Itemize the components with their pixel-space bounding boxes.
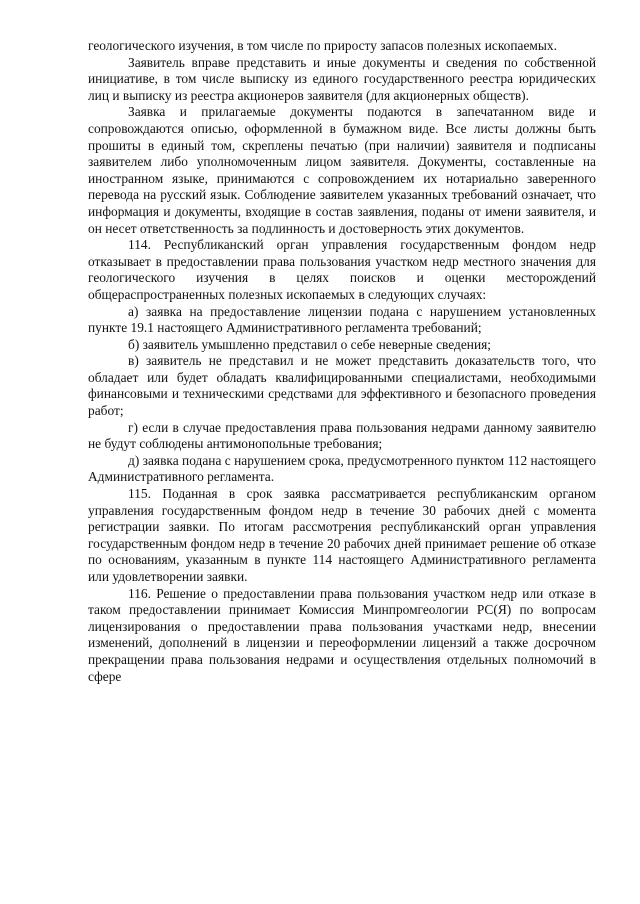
- paragraph-114-item-g: г) если в случае предоставления права пользования недрами данному заявителю не будут соблюдены антимонопольные требования;: [88, 419, 596, 452]
- paragraph-114-item-d: д) заявка подана с нарушением срока, предусмотренного пунктом 112 настоящего Административного регламента.: [88, 452, 596, 485]
- paragraph-114-item-v: в) заявитель не представил и не может представить доказательств того, что обладает или будет обладать квалифицированными специалистами, необходимыми финансовыми и техническими средствами для эффективного и безопасного проведения работ;: [88, 353, 596, 419]
- document-page: [88, 38, 596, 685]
- paragraph-sealed-application: Заявка и прилагаемые документы подаются в запечатанном виде и сопровождаются описью, оформленной в бумажном виде. Все листы должны быть прошиты в единый том, скреплены печатью (при наличии) заявителя и подписаны заявителем либо уполномоченным лицом заявителя. Документы, составленные на иностранном языке, принимаются с сопровождением их нотариально заверенного перевода на русский язык. Соблюдение заявителем указанных требований означает, что информация и документы, входящие в состав заявления, поданы от имени заявителя, и он несет ответственность за подлинность и достоверность этих документов.: [88, 104, 596, 236]
- paragraph-114-item-a: а) заявка на предоставление лицензии подана с нарушением установленных пункте 19.1 настоящего Административного регламента требований;: [88, 303, 596, 336]
- paragraph-section-115: 115. Поданная в срок заявка рассматривается республиканским органом управления государственным фондом недр в течение 30 рабочих дней с момента регистрации заявки. По итогам рассмотрения республиканский орган управления государственным фондом недр в течение 20 рабочих дней принимает решение об отказе по основаниям, указанным в пункте 114 настоящего Административного регламента или удовлетворении заявки.: [88, 486, 596, 584]
- paragraph-continuation: геологического изучения, в том числе по приросту запасов полезных ископаемых.: [88, 38, 557, 53]
- paragraph-additional-documents: Заявитель вправе представить и иные документы и сведения по собственной инициативе, в том числе выписку из единого государственного реестра юридических лиц и выписку из реестра акционеров заявителя (для акционерных обществ).: [88, 54, 596, 103]
- paragraph-section-114: 114. Республиканский орган управления государственным фондом недр отказывает в предоставлении права пользования участком недр местного значения для геологического изучения в целях поисков и оценки месторождений общераспространенных полезных ископаемых в следующих случаях:: [88, 237, 596, 302]
- paragraph-114-item-b: б) заявитель умышленно представил о себе неверные сведения;: [128, 336, 491, 352]
- paragraph-section-116: 116. Решение о предоставлении права пользования участком недр или отказе в таком предоставлении принимает Комиссия Минпромгеологии РС(Я) по вопросам лицензирования о предоставлении права пользования участками недр, внесении изменений, дополнений в лицензии и переоформлении лицензий а также досрочном прекращении права пользования недрами и осуществления отдельных полномочий в сфере: [88, 585, 596, 684]
